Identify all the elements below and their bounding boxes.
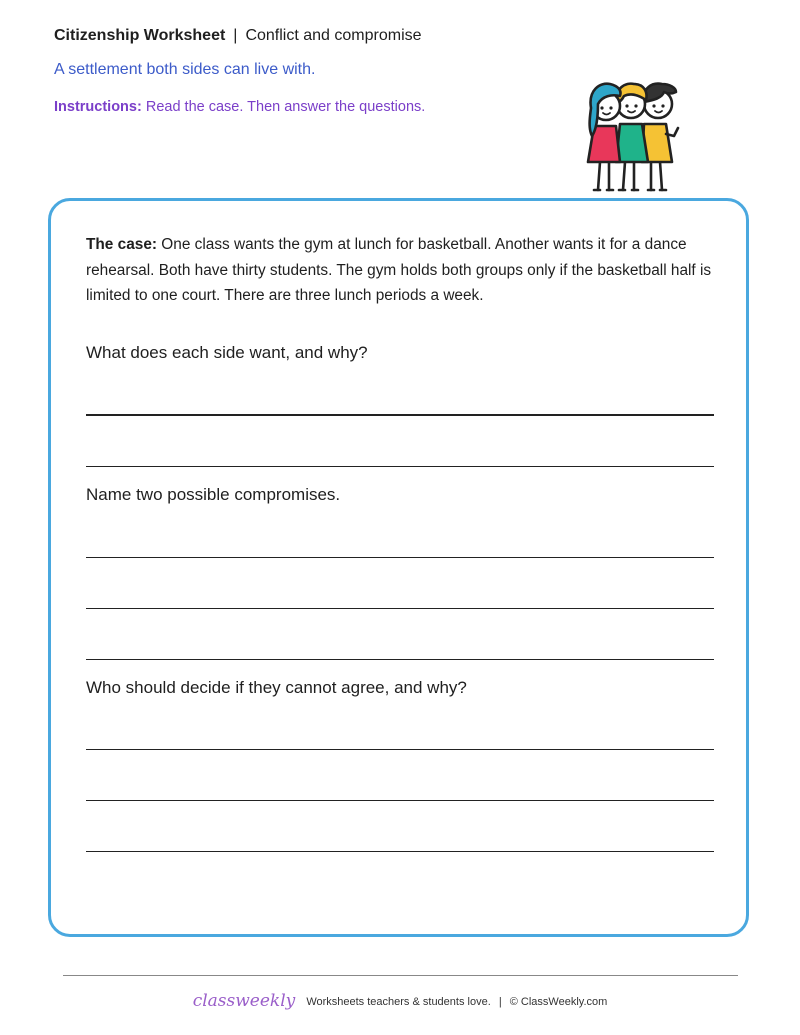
footer [0,990,800,1013]
question-2: Name two possible compromises. [86,485,341,504]
three-kids-icon [578,78,694,198]
worksheet-header [54,26,422,46]
question-3: Who should decide if they cannot agree, and why? [86,678,467,697]
answer-line-1a[interactable] [86,414,714,416]
footer-tagline: Worksheets teachers & students love. [306,996,491,1008]
answer-line-2b[interactable] [86,608,714,609]
worksheet-topic: Conflict and compromise [245,27,422,44]
instructions-text: Read the case. Then answer the questions. [145,99,426,115]
instructions [54,98,425,116]
footer-divider [63,975,738,976]
answer-line-2c[interactable] [86,659,714,660]
instructions-label: Instructions: [54,99,142,115]
worksheet-card [48,198,749,937]
answer-line-2a[interactable] [86,557,714,558]
answer-line-3b[interactable] [86,800,714,801]
answer-line-3c[interactable] [86,851,714,852]
worksheet-subtitle: A settlement both sides can live with. [54,61,316,78]
case-text: One class wants the gym at lunch for basketball. Another wants it for a dance rehearsal. Both have thirty students. The gym holds both groups only if the basketball half is limited to one court. There are three lunch periods a week. [86,236,712,304]
header-separator: | [233,27,238,44]
footer-separator: | [498,996,502,1008]
case-description [86,232,716,309]
case-label: The case: [86,236,158,253]
answer-line-1b[interactable] [86,466,714,467]
answer-line-3a[interactable] [86,749,714,750]
question-1: What does each side want, and why? [86,343,368,362]
brand-logo: classweekly [192,991,296,1011]
worksheet-title: Citizenship Worksheet [54,27,226,44]
footer-copyright: © ClassWeekly.com [509,996,608,1008]
